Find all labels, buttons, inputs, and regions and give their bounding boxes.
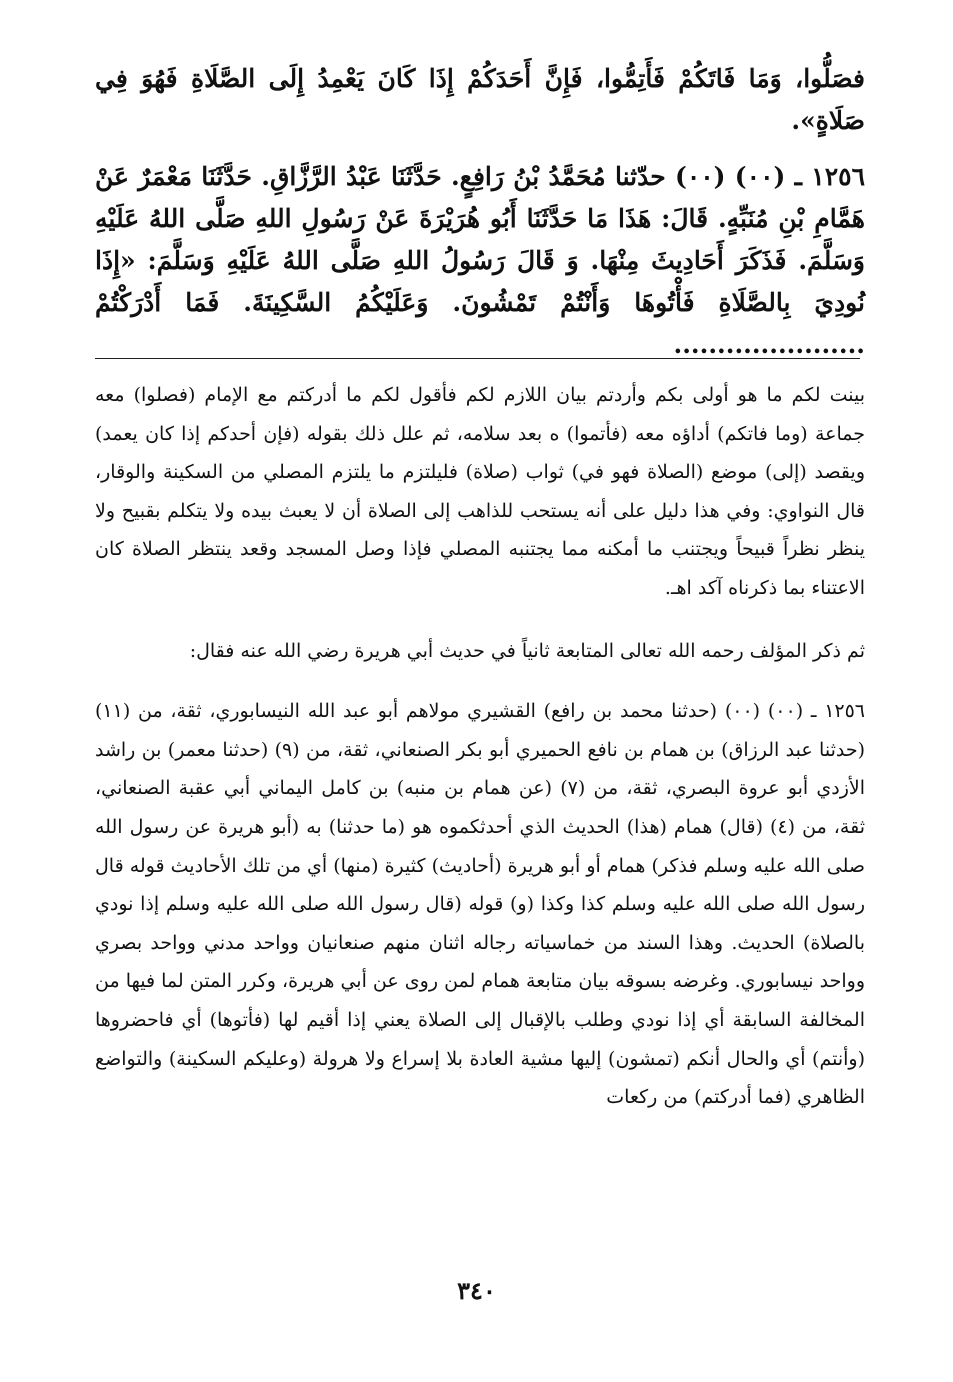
commentary-paragraph-1: بينت لكم ما هو أولى بكم وأردتم بيان اللازم لكم فأقول لكم ما أدركتم مع الإمام (فصلوا) معه جماعة (وما فاتكم) أداؤه معه (فأتموا) ه بعد سلامه، ثم علل ذلك بقوله (فإن أحدكم إذا كان يعمد) ويقصد (إلى) موضع (الصلاة فهو في) ثواب (صلاة) فليلتزم ما يلتزم المصلي من السكينة والوقار، قال النواوي: وفي هذا دليل على أنه يستحب للذاهب إلى الصلاة أن لا يعبث بيده ولا يتكلم بقبيح ولا ينظر نظراً قبيحاً ويجتنب ما أمكنه مما يجتنبه المصلي فإذا وصل المسجد وقعد ينتظر الصلاة كان الاعتناء بما ذكرناه آكد اهـ. — [95, 384, 866, 599]
hadith-text — [95, 58, 865, 366]
hadith-paragraph: ١٢٥٦ ـ (٠٠) (٠٠) حدّثنا مُحَمَّدُ بْنُ رَافِعٍ. حَدَّثَنَا عَبْدُ الرَّزَّاقِ. حَدَّثَنَا مَعْمَرٌ عَنْ هَمَّامِ بْنِ مُنَبِّهٍ. قَالَ: هَذَا مَا حَدَّثَنَا أَبُو هُرَيْرَةَ عَنْ رَسُولِ اللهِ صَلَّى اللهُ عَلَيْهِ وَسَلَّمَ. فَذَكَرَ أَحَادِيثَ مِنْهَا. وَ قَالَ رَسُولُ اللهِ صَلَّى اللهُ عَلَيْهِ وَسَلَّمَ: «إِذَا نُودِيَ بِالصَّلَاةِ فَأْتُوهَا وَأَنْتُمْ تَمْشُونَ. وَعَلَيْكُمُ السَّكِينَةَ. فَمَا أَدْرَكْتُمْ ...................... — [95, 162, 865, 359]
commentary-paragraph-3: ١٢٥٦ ـ (٠٠) (٠٠) (حدثنا محمد بن رافع) القشيري مولاهم أبو عبد الله النيسابوري، ثقة، من (١١) (حدثنا عبد الرزاق) بن همام بن نافع الحميري أبو بكر الصنعاني، ثقة، من (٩) (حدثنا معمر) بن راشد الأزدي أبو عروة البصري، ثقة، من (٧) (عن همام بن منبه) بن كامل اليماني أبي عقبة الصنعاني، ثقة، من (٤) (قال) همام (هذا) الحديث الذي أحدثكموه هو (ما حدثنا) به (أبو هريرة عن رسول الله صلى الله عليه وسلم فذكر) همام أو أبو هريرة (أحاديث) كثيرة (منها) أي من تلك الأحاديث قوله قال رسول الله صلى الله عليه وسلم كذا وكذا (و) قوله (قال رسول الله صلى الله عليه وسلم إذا نودي بالصلاة) الحديث. وهذا السند من خماسياته رجاله اثنان منهم صنعانيان وواحد مدني وواحد بصري وواحد نيسابوري. وغرضه بسوقه بيان متابعة همام لمن روى عن أبي هريرة، وكرر المتن لما فيها من المخالفة السابقة أي إذا نودي وطلب بالإقبال إلى الصلاة يعني إذا أقيم لها (فأتوها) أي فاحضروها (وأنتم) أي والحال أنكم (تمشون) إليها مشية العادة بلا إسراع ولا هرولة (وعليكم السكينة) والتواضع الظاهري (فما أدركتم) من ركعات — [95, 700, 866, 1109]
footnote-divider — [95, 358, 860, 359]
commentary-text — [95, 376, 865, 1117]
hadith-continuation-line: فصَلُّوا، وَمَا فَاتَكُمْ فَأَتِمُّوا، فَإِنَّ أَحَدَكُمْ إِذَا كَانَ يَعْمِدُ إِلَى الصَّلَاةِ فَهُوَ فِي صَلَاةٍ». — [95, 64, 865, 135]
commentary-paragraph-2: ثم ذكر المؤلف رحمه الله تعالى المتابعة ثانياً في حديث أبي هريرة رضي الله عنه فقال: — [189, 639, 865, 662]
page-number: ٣٤٠ — [457, 1276, 496, 1305]
